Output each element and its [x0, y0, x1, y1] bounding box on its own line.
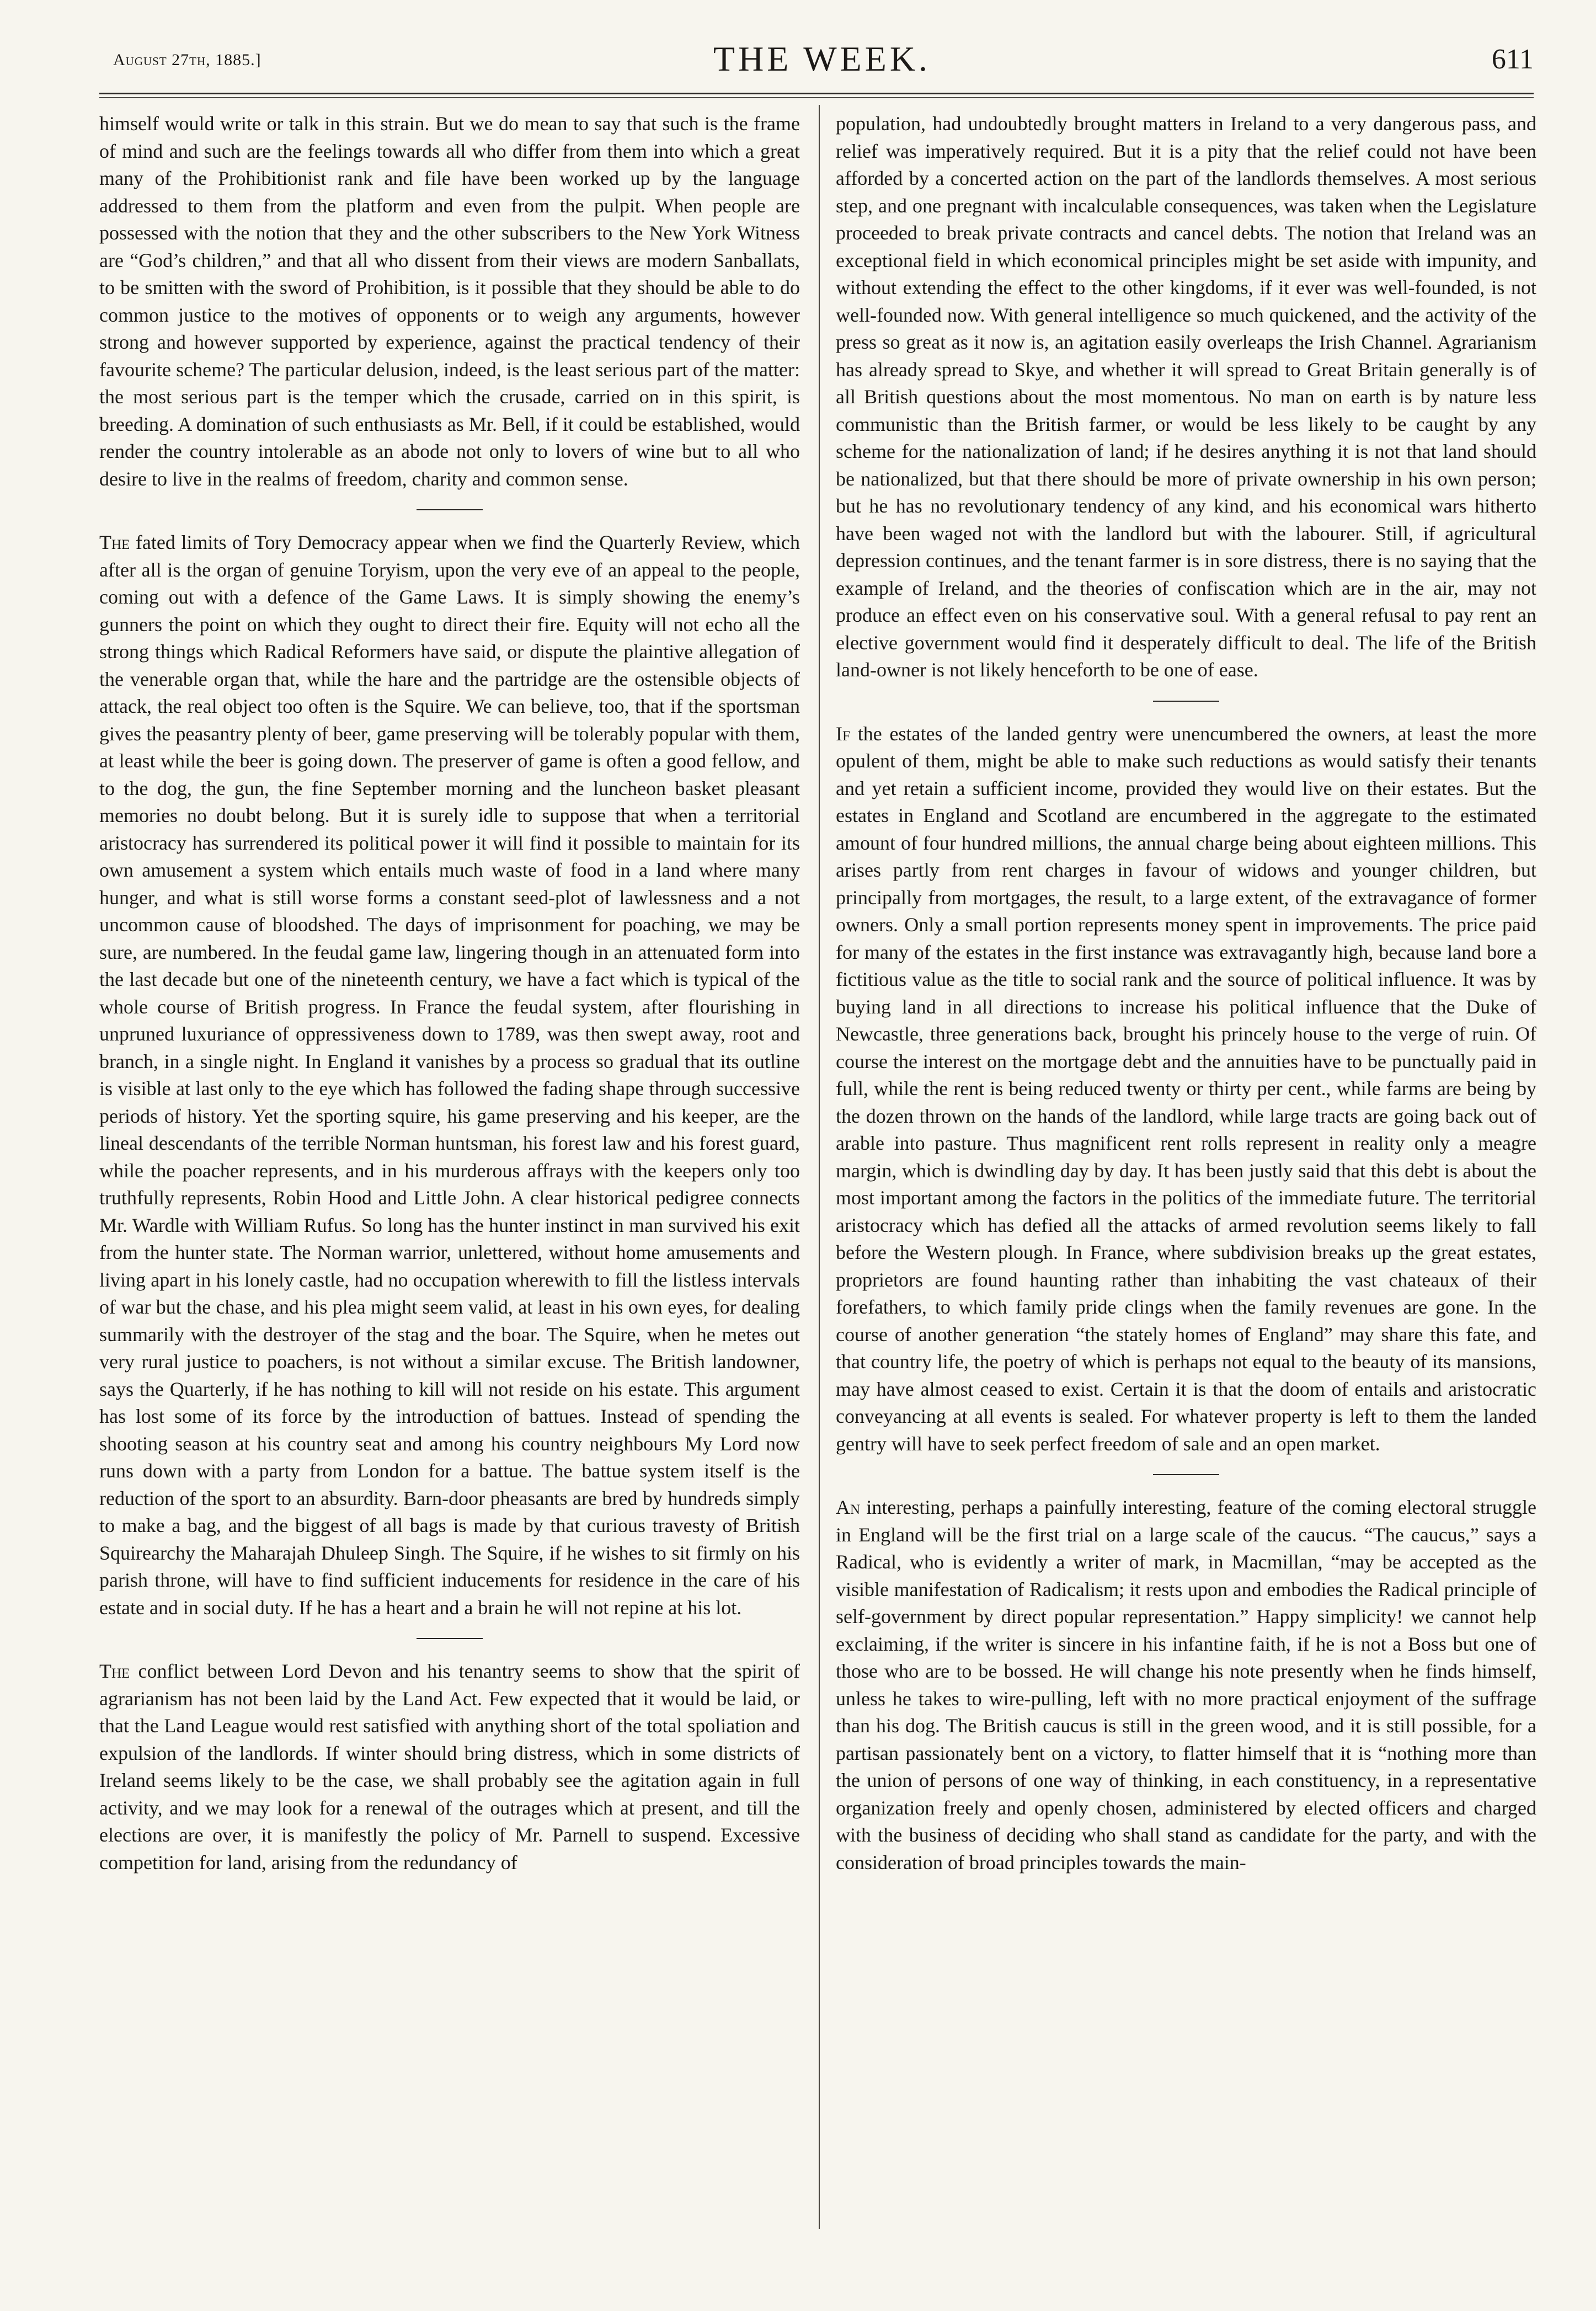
issue-date: August 27th, 1885.] [113, 51, 261, 69]
header-rule [99, 93, 1534, 94]
article-paragraph [99, 529, 800, 1621]
article-paragraph [99, 110, 800, 493]
page-header [105, 39, 1539, 94]
section-separator [99, 1621, 800, 1658]
masthead-title: THE WEEK. [713, 39, 931, 78]
column-divider [819, 105, 820, 2229]
article-paragraph [99, 1658, 800, 1876]
paragraph-lead-word: If [836, 722, 850, 745]
paragraph-text: interesting, perhaps a painfully interesting, feature of the coming electoral struggle in England will be the first trial on a large scale of the caucus. “The caucus,” says a Radical, who is evidently a writer of mark, in Macmillan, “may be accepted as the visible manifestation of Radicalism; it rests upon and embodies the Radical principle of self-government by direct popular representation.” Happy simplicity! we cannot help exclaiming, if the writer is sincere in his infantine faith, if he is not a Boss but one of those who are to be bossed. He will change his note presently when he finds himself, unless he takes to wire-pulling, left with no more practical enjoyment of the suffrage than his dog. The British caucus is still in the green wood, and it is still possible, for a partisan passionately bent on a victory, to flatter himself that it is “nothing more than the union of persons of one way of thinking, in each constituency, in a representative organization freely and openly chosen, administered by elected officers and charged with the business of deciding who shall stand as candidate for the party, and with the consideration of broad principles towards the main- [836, 1496, 1536, 1874]
paragraph-lead-word: An [836, 1496, 861, 1518]
article-paragraph [836, 1494, 1536, 1876]
page-number: 611 [1491, 44, 1534, 75]
article-paragraph [836, 110, 1536, 684]
header-rule-thin [99, 97, 1534, 98]
paragraph-text: fated limits of Tory Democracy appear when we find the Quarterly Review, which after all is the organ of genuine Toryism, upon the very eve of an appeal to the people, coming out with a defence of the Game Laws. It is simply showing the enemy’s gunners the point on which they ought to direct their fire. Equity will not echo all the strong things which Radical Reformers have said, or dispute the plaintive allegation of the venerable organ that, while the hare and the partridge are the ostensible objects of attack, the real object too often is the Squire. We can believe, too, that if the sportsman gives the peasantry plenty of beer, game preserving will be tolerably popular with them, at least while the beer is going down. The preserver of game is often a good fellow, and to the dog, the gun, the fine September morning and the luncheon basket pleasant memories no doubt belong. But it is surely idle to suppose that when a territorial aristocracy has surrendered its political power it will find it possible to maintain for its own amusement a system which entails much waste of food in a land where many hunger, and what is still worse forms a constant seed-plot of lawlessness and a not uncommon cause of bloodshed. The days of imprisonment for poaching, we may be sure, are numbered. In the feudal game law, lingering though in an attenuated form into the last decade but one of the nineteenth century, we have a fact which is typical of the whole course of British progress. In France the feudal system, after flourishing in unpruned luxuriance of oppressiveness down to 1789, was then swept away, root and branch, in a single night. In England it vanishes by a process so gradual that its outline is visible at last only to the eye which has followed the fading shape through successive periods of history. Yet the sporting squire, his game preserving and his keeper, are the lineal descendants of the terrible Norman huntsman, his forest law and his forest guard, while the poacher represents, and in his murderous affrays with the keepers only too truthfully represents, Robin Hood and Little John. A clear historical pedigree connects Mr. Wardle with William Rufus. So long has the hunter instinct in man survived his exit from the hunter state. The Norman warrior, unlettered, without home amusements and living apart in his lonely castle, had no occupation wherewith to fill the listless intervals of war but the chase, and his plea might seem valid, at least in his own eyes, for dealing summarily with the destroyer of the stag and the boar. The Squire, when he metes out very rural justice to poachers, is not without a similar excuse. The British landowner, says the Quarterly, if he has nothing to kill will not reside on his estate. This argument has lost some of its force by the introduction of battues. Instead of spending the shooting season at his country seat and among his country neighbours My Lord now runs down with a party from London for a battue. The battue system itself is the reduction of the sport to an absurdity. Barn-door pheasants are bred by hundreds simply to make a bag, and the biggest of all bags is made by that curious travesty of British Squirearchy the Maharajah Dhuleep Singh. The Squire, if he wishes to sit firmly on his parish throne, will have to find sufficient inducements for residence in the care of his estate and in social duty. If he has a heart and a brain he will not repine at his lot. [99, 531, 800, 1619]
paragraph-text: the estates of the landed gentry were unencumbered the owners, at least the more opulent of them, might be able to make such reductions as would satisfy their tenants and yet retain a sufficient income, provided they would live on their estates. But the estates in England and Scotland are encumbered in the aggregate to the estimated amount of four hundred millions, the annual charge being about eighteen millions. This arises partly from rent charges in favour of widows and younger children, but principally from mortgages, the result, to a large extent, of the extravagance of former owners. Only a small portion represents money spent in improvements. The price paid for many of the estates in the first instance was extravagantly high, because land bore a fictitious value as the title to social rank and the source of political influence. It was by buying land in all directions to increase his political influence that the Duke of Newcastle, three generations back, brought his princely house to the verge of ruin. Of course the interest on the mortgage debt and the annuities have to be punctually paid in full, while the rent is being reduced twenty or thirty per cent., while farms are being by the dozen thrown on the hands of the landlord, while large tracts are going back out of arable into pasture. Thus magnificent rent rolls represent in reality only a meagre margin, which is dwindling day by day. It has been justly said that this debt is about the most important among the factors in the politics of the immediate future. The territorial aristocracy which has defied all the attacks of armed revolution seems likely to fall before the Western plough. In France, where subdivision breaks up the great estates, proprietors are found haunting rather than inhabiting the vast chateaux of their forefathers, to which family pride clings when the family revenues are gone. In the course of another generation “the stately homes of England” may share this fate, and that country life, the poetry of which is perhaps not equal to the beauty of its mansions, may have almost ceased to exist. Certain it is that the doom of entails and aristocratic conveyancing at all events is sealed. For whatever property is left to them the landed gentry will have to seek perfect freedom of sale and an open market. [836, 722, 1536, 1455]
paragraph-text: population, had undoubtedly brought matters in Ireland to a very dangerous pass, and relief was imperatively required. But it is a pity that the relief could not have been afforded by a concerted action on the part of the landlords themselves. A most serious step, and one pregnant with incalculable consequences, was taken when the Legislature proceeded to break private contracts and cancel debts. The notion that Ireland was an exceptional field in which economical principles might be set aside with impunity, and without extending the effect to the other kingdoms, if it ever was well-founded, is not well-founded now. With general intelligence so much quickened, and the activity of the press so great as it now is, an agitation easily overleaps the Irish Channel. Agrarianism has already spread to Skye, and whether it will spread to Great Britain generally is of all British questions about the most momentous. No man on earth is by nature less communistic than the British farmer, or would be less likely to be caught by any scheme for the nationalization of land; if he desires anything it is not that land should be nationalized, but that there should be more of private ownership in his own person; but he has no revolutionary tendency of any kind, and his economical wars hitherto have been waged not with the landlord but with the labourer. Still, if agricultural depression continues, and the tenant farmer is in sore distress, there is no saying that the example of Ireland, and the theories of confiscation which are in the air, may not produce an effect even on his conservative soul. With a general refusal to pay rent an elective government would find it desperately difficult to deal. The life of the British land-owner is not likely henceforth to be one of ease. [836, 113, 1536, 681]
article-paragraph [836, 720, 1536, 1458]
paragraph-lead-word: The [99, 1660, 130, 1682]
paragraph-lead-word: The [99, 531, 130, 553]
paragraph-text: himself would write or talk in this strain. But we do mean to say that such is the frame of mind and such are the feelings towards all who differ from them into which a great many of the Prohibitionist rank and file have been worked up by the language addressed to them from the platform and even from the pulpit. When people are possessed with the notion that they and the other subscribers to the New York Witness are “God’s children,” and that all who dissent from their views are modern Sanballats, to be smitten with the sword of Prohibition, is it possible that they should be able to do common justice to the motives of opponents or to weigh any arguments, however strong and however supported by experience, against the practical tendency of their favourite scheme? The particular delusion, indeed, is the least serious part of the matter: the most serious part is the temper which the crusade, carried on in this spirit, is breeding. A domination of such enthusiasts as Mr. Bell, if it could be established, would render the country intolerable as an abode not only to lovers of wine but to all who desire to live in the realms of freedom, charity and common sense. [99, 113, 800, 490]
left-column [99, 110, 800, 1876]
paragraph-text: conflict between Lord Devon and his tenantry seems to show that the spirit of agrarianism has not been laid by the Land Act. Few expected that it would be laid, or that the Land League would rest satisfied with anything short of the total spoliation and expulsion of the landlords. If winter should bring distress, which in some districts of Ireland seems likely to be the case, we shall probably see the agitation again in full activity, and we may look for a renewal of the outrages which at present, and till the elections are over, it is manifestly the policy of Mr. Parnell to suspend. Excessive competition for land, arising from the redundancy of [99, 1660, 800, 1874]
section-separator [836, 1458, 1536, 1494]
right-column [836, 110, 1536, 1876]
section-separator [99, 493, 800, 529]
section-separator [836, 684, 1536, 720]
